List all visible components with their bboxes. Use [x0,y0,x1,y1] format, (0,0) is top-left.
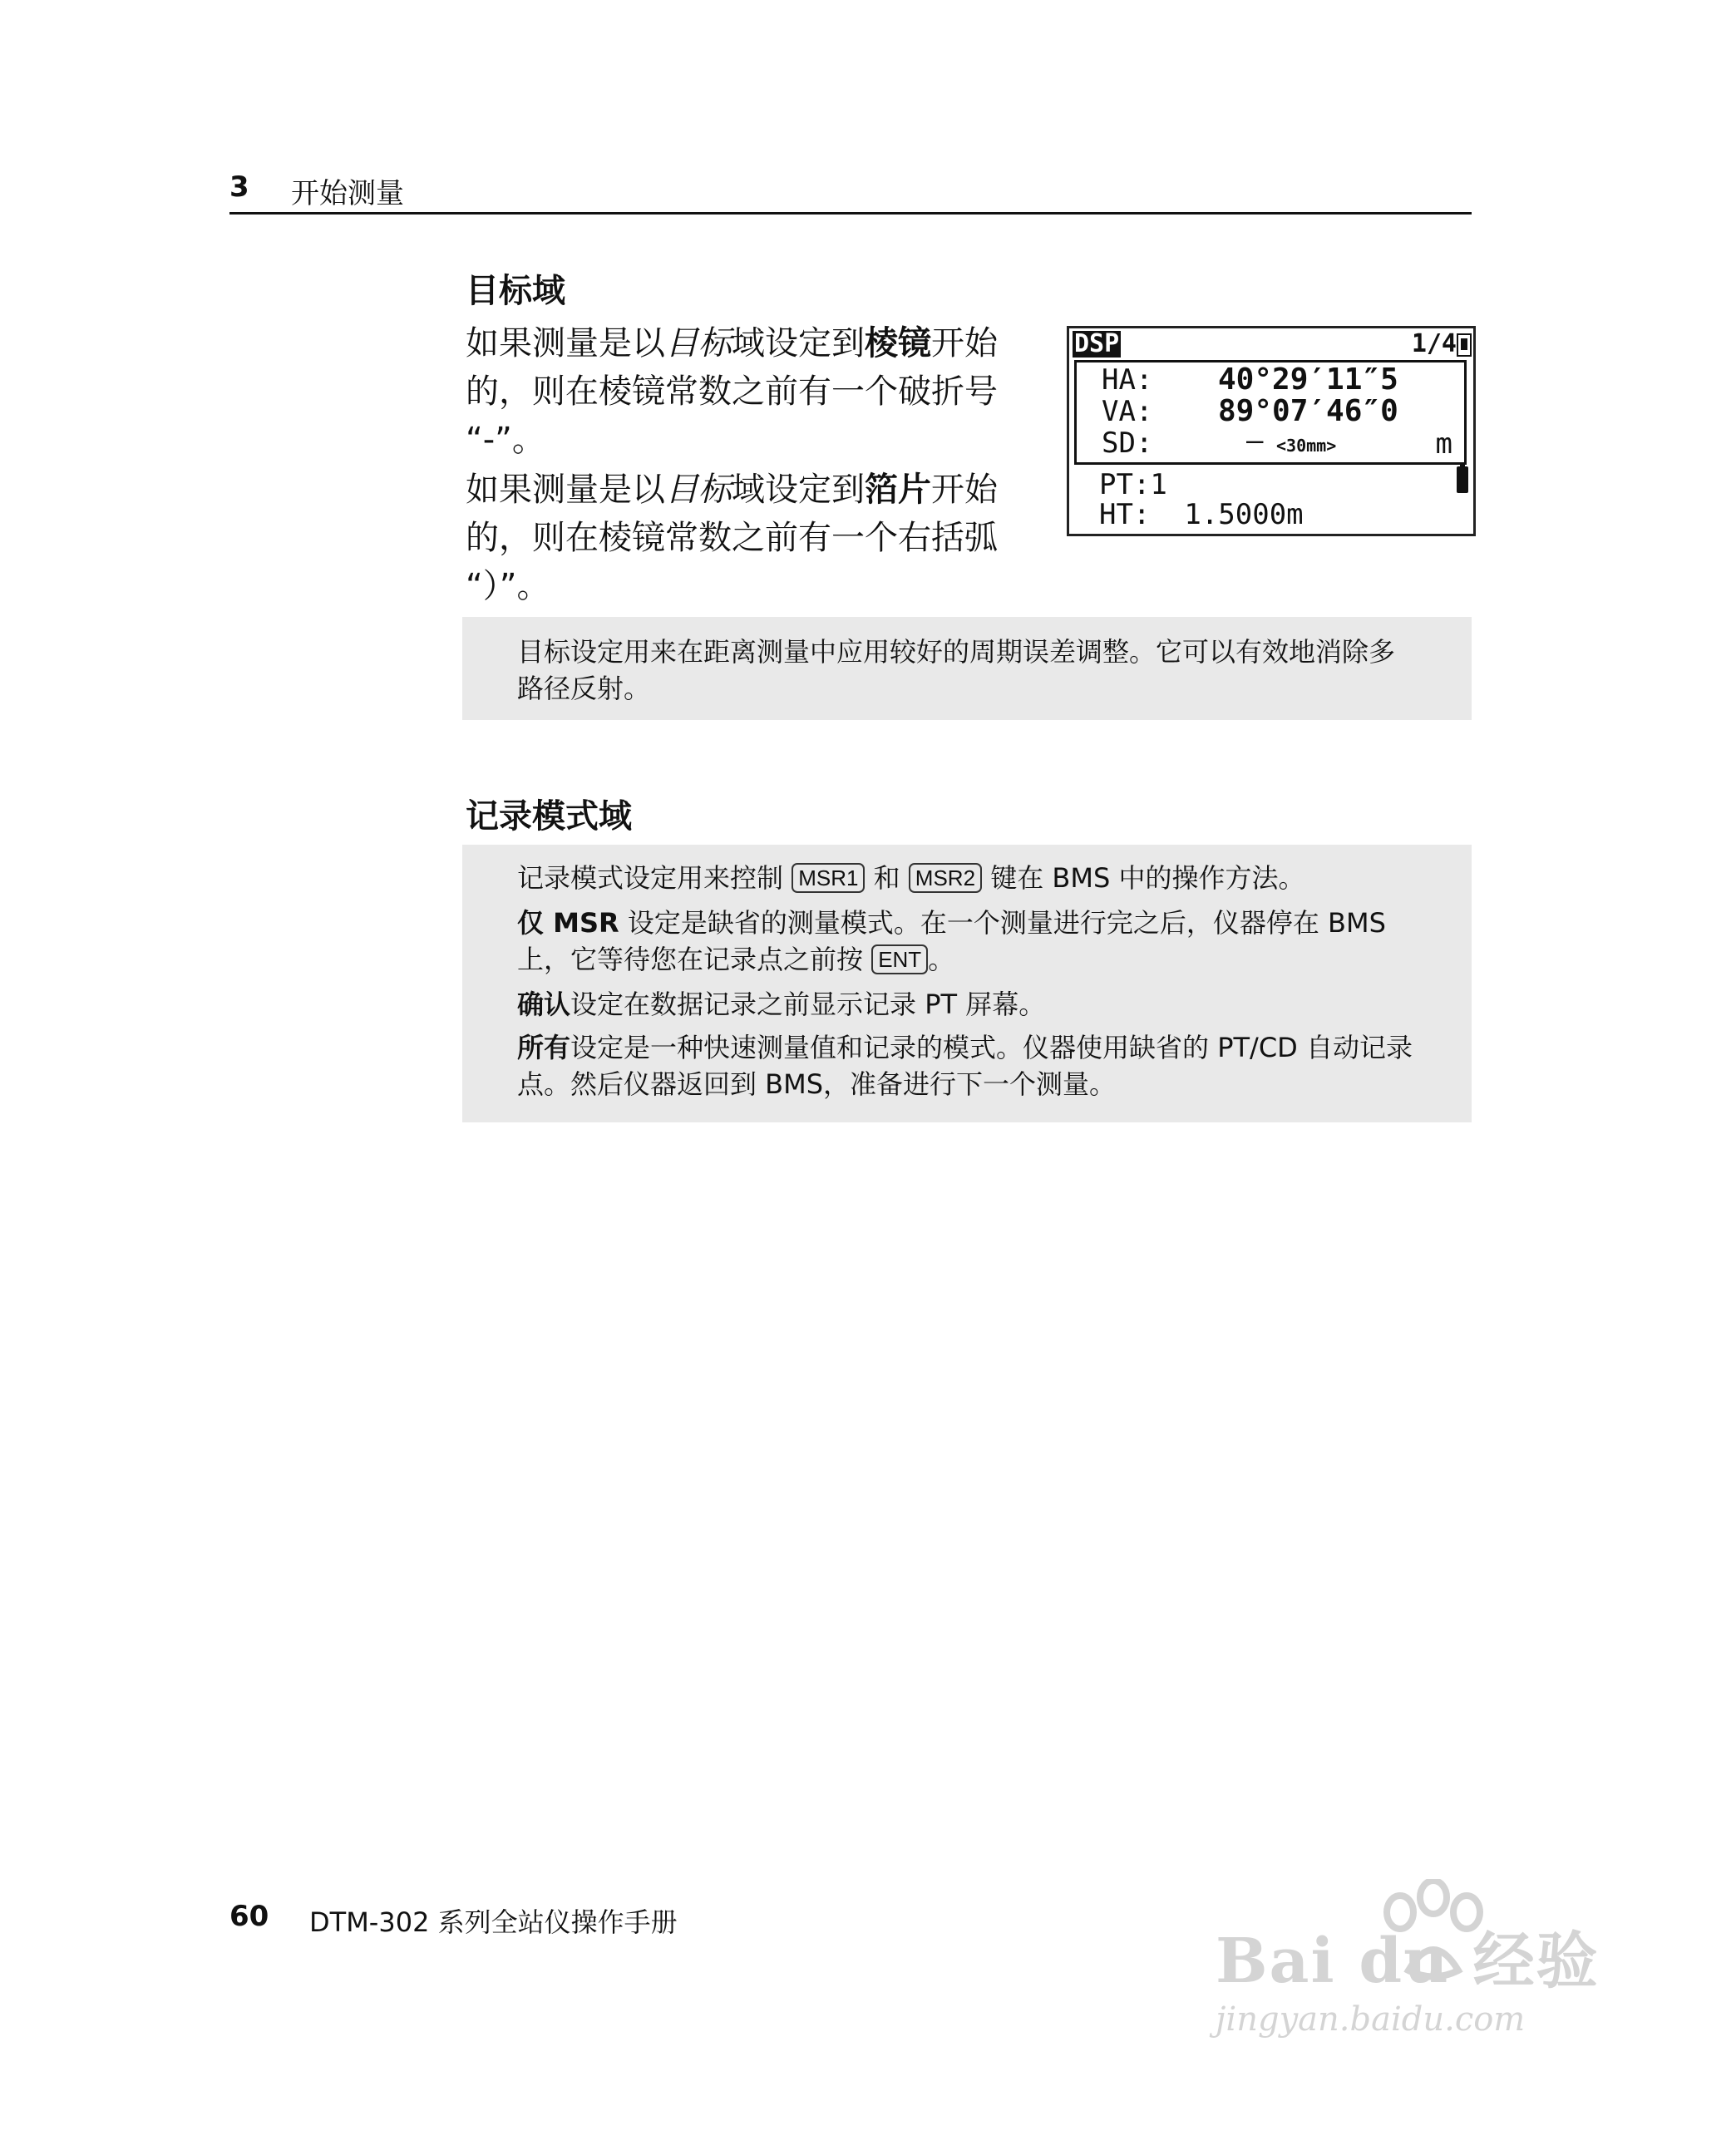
text-run: 如果测量是以 [466,471,665,509]
lcd-sd-label: SD: [1102,427,1153,460]
lcd-point-label: PT:1 [1099,468,1167,501]
ent-key: ENT [871,944,928,974]
lcd-ha-label: HA: [1102,363,1153,397]
text-run: 设定在数据记录之前显示记录 PT 屏幕。 [570,989,1046,1020]
text-run: 域设定到 [732,471,865,509]
chapter-number: 3 [229,170,249,204]
text-run: 。 [928,944,955,975]
baidu-watermark [1207,1862,1606,2054]
lcd-sd-dash: – [1246,424,1264,457]
text-run: 设定是一种快速测量值和记录的模式。仪器使用缺省的 PT/CD 自动记录点。然后仪器返回到 BMS，准备进行下一个测量。 [517,1032,1413,1100]
msr1-key: MSR1 [792,863,865,893]
target-paragraph-sheet [466,466,1014,610]
lcd-page-indicator: 1/4 [1411,329,1457,358]
lcd-measurement-box [1074,360,1467,465]
lcd-ha-value: 40°29′11″5 [1218,362,1398,397]
battery-icon [1457,466,1468,493]
bold-term: 棱镜 [865,324,931,362]
bold-term: 所有 [517,1032,571,1063]
header-divider [229,212,1472,215]
manual-title: DTM-302 系列全站仪操作手册 [309,1906,678,1938]
lcd-prism-constant: <30mm> [1276,436,1337,456]
page-number: 60 [229,1900,269,1933]
section-heading-target: 目标域 [466,272,565,310]
instrument-lcd-screen [1067,326,1476,536]
bold-term: 箔片 [865,471,931,509]
lcd-va-value: 89°07′46″0 [1218,394,1398,428]
text-run: 和 [865,862,909,894]
lcd-sd-unit: m [1435,427,1452,461]
target-paragraph-prism [466,319,1014,464]
target-note-box [462,617,1472,720]
text-run: 开始的，则在棱镜常数之前有一个破折号 “-”。 [466,324,998,459]
lcd-va-label: VA: [1102,395,1153,428]
watermark-logo-text: Bai du 经验 [1216,1926,1600,1997]
record-mode-intro [517,860,1415,896]
record-mode-confirm [517,986,1415,1023]
watermark-url: jingyan.baidu.com [1216,2000,1526,2039]
record-mode-note-box [462,845,1472,1122]
text-run: 键在 BMS 中的操作方法。 [982,862,1305,894]
msr2-key: MSR2 [909,863,982,893]
text-run: 开始的，则在棱镜常数之前有一个右括弧 “）”。 [466,471,998,605]
bold-term: 仅 MSR [517,907,619,939]
lcd-height-label: HT: 1.5000m [1099,498,1304,531]
lcd-mode-label: DSP [1074,329,1120,358]
signal-icon [1457,333,1472,357]
bold-term: 确认 [517,989,571,1020]
italic-term: 目标 [665,471,732,509]
chapter-title: 开始测量 [291,177,404,210]
section-heading-record-mode: 记录模式域 [466,797,632,836]
target-note-text: 目标设定用来在距离测量中应用较好的周期误差调整。它可以有效地消除多路径反射。 [517,636,1396,704]
text-run: 域设定到 [732,324,865,362]
text-run: 记录模式设定用来控制 [517,862,792,894]
text-run: 如果测量是以 [466,324,665,362]
record-mode-all [517,1029,1415,1102]
italic-term: 目标 [665,324,732,362]
text-run: 设定是缺省的测量模式。在一个测量进行完之后，仪器停在 BMS 上，它等待您在记录点之前按 [517,907,1386,975]
record-mode-msr-only [517,905,1415,978]
